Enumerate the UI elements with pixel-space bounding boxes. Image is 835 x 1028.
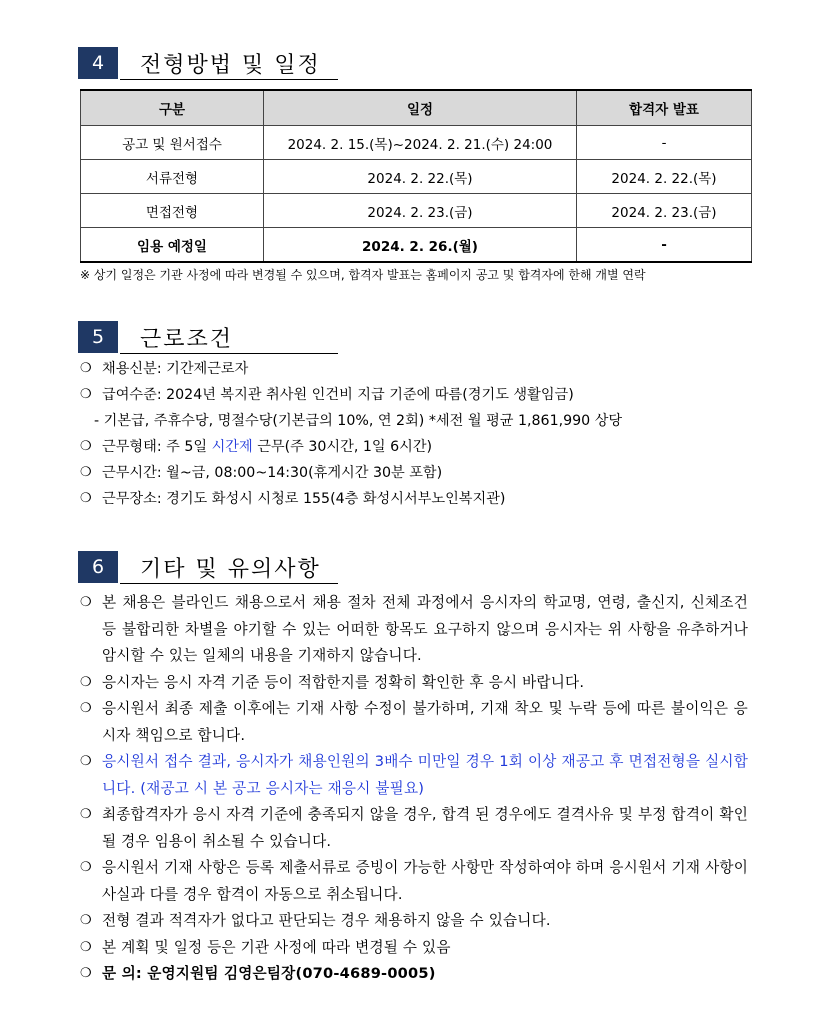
bullet-icon: ❍ bbox=[80, 754, 92, 769]
table-header: 일정 bbox=[264, 90, 577, 126]
section-5-header bbox=[78, 320, 233, 354]
highlight-text: 시간제 bbox=[211, 439, 253, 455]
table-cell: 2024. 2. 26.(월) bbox=[264, 228, 577, 263]
section-number: 6 bbox=[78, 551, 118, 583]
bullet-icon: ❍ bbox=[80, 674, 92, 690]
list-item-text bbox=[102, 434, 432, 460]
bullet-icon: ❍ bbox=[80, 595, 92, 610]
list-item bbox=[80, 356, 748, 382]
list-item-text: 응시원서 최종 제출 이후에는 기재 사항 수정이 불가하며, 기재 착오 및 누락 등에 따른 불이익은 응시자 책임으로 합니다. bbox=[102, 700, 748, 744]
table-row bbox=[81, 194, 752, 228]
notes-list bbox=[80, 590, 748, 988]
list-item bbox=[80, 434, 748, 460]
section-underline bbox=[120, 353, 338, 354]
section-title: 전형방법 및 일정 bbox=[140, 52, 321, 78]
section-underline bbox=[120, 583, 338, 584]
table-cell: 서류전형 bbox=[81, 160, 264, 194]
schedule-table bbox=[80, 89, 752, 263]
list-item bbox=[80, 460, 748, 486]
table-header: 합격자 발표 bbox=[577, 90, 752, 126]
table-cell: - bbox=[577, 126, 752, 160]
section-title: 근로조건 bbox=[140, 326, 234, 352]
list-item bbox=[80, 696, 748, 749]
list-item bbox=[80, 408, 748, 434]
table-cell: 2024. 2. 15.(목)~2024. 2. 21.(수) 24:00 bbox=[264, 126, 577, 160]
list-item bbox=[80, 961, 748, 988]
schedule-note: ※ 상기 일정은 기관 사정에 따라 변경될 수 있으며, 합격자 발표는 홈페이지 공고 및 합격자에 한해 개별 연락 bbox=[80, 268, 646, 282]
list-item bbox=[80, 802, 748, 855]
list-item-text: 본 계획 및 일정 등은 기관 사정에 따라 변경될 수 있음 bbox=[102, 938, 451, 956]
list-item bbox=[80, 590, 748, 670]
list-item bbox=[80, 749, 748, 802]
bullet-icon: ❍ bbox=[80, 701, 92, 716]
list-item bbox=[80, 382, 748, 408]
table-row bbox=[81, 160, 752, 194]
table-header: 구분 bbox=[81, 90, 264, 126]
list-item-text: 전형 결과 적격자가 없다고 판단되는 경우 채용하지 않을 수 있습니다. bbox=[102, 912, 551, 929]
table-cell: 공고 및 원서접수 bbox=[81, 126, 264, 160]
section-title: 기타 및 유의사항 bbox=[140, 556, 321, 582]
table-cell: 면접전형 bbox=[81, 194, 264, 228]
bullet-icon: ❍ bbox=[80, 387, 92, 402]
table-cell: 2024. 2. 23.(금) bbox=[577, 194, 752, 228]
bullet-icon: ❍ bbox=[80, 361, 92, 376]
list-item bbox=[80, 935, 748, 962]
list-item bbox=[80, 855, 748, 908]
table-cell: - bbox=[577, 228, 752, 263]
bullet-icon: ❍ bbox=[80, 807, 92, 822]
section-underline bbox=[120, 79, 338, 80]
table-cell: 2024. 2. 23.(금) bbox=[264, 194, 577, 228]
text-segment: 근무(주 30시간, 1일 6시간) bbox=[252, 439, 433, 455]
contact-text: 문 의: 운영지원팀 김영은팀장(070-4689-0005) bbox=[102, 965, 436, 982]
table-row bbox=[81, 126, 752, 160]
list-item bbox=[80, 670, 748, 697]
list-item-text: 근무시간: 월~금, 08:00~14:30(휴게시간 30분 포함) bbox=[102, 465, 443, 481]
bullet-icon: ❍ bbox=[80, 966, 92, 981]
work-conditions-list bbox=[80, 356, 748, 512]
table-header-row bbox=[81, 90, 752, 126]
bullet-icon: ❍ bbox=[80, 939, 92, 955]
section-4-header bbox=[78, 46, 321, 80]
text-segment: 근무형태: 주 5일 bbox=[102, 439, 212, 455]
list-item-text: 응시원서 기재 사항은 등록 제출서류로 증빙이 가능한 사항만 작성하여야 하며 응시원서 기재 사항이 사실과 다를 경우 합격이 자동으로 취소됩니다. bbox=[102, 859, 748, 903]
table-cell: 2024. 2. 22.(목) bbox=[264, 160, 577, 194]
bullet-icon: ❍ bbox=[80, 465, 92, 480]
bullet-icon: ❍ bbox=[80, 491, 92, 506]
list-item bbox=[80, 908, 748, 935]
bullet-icon: ❍ bbox=[80, 439, 92, 454]
section-6-header bbox=[78, 550, 321, 584]
list-item-text: 최종합격자가 응시 자격 기준에 충족되지 않을 경우, 합격 된 경우에도 결격사유 및 부정 합격이 확인될 경우 임용이 취소될 수 있습니다. bbox=[102, 806, 748, 850]
list-item-text: 본 채용은 블라인드 채용으로서 채용 절차 전체 과정에서 응시자의 학교명, 연령, 출신지, 신체조건 등 불합리한 차별을 야기할 수 있는 어떠한 항목도 요구하지 않으며 응시자는 위 사항을 유추하거나 암시할 수 있는 일체의 내용을 기재하지 않습니다. bbox=[102, 594, 748, 664]
highlight-text: 응시원서 접수 결과, 응시자가 채용인원의 3배수 미만일 경우 1회 이상 재공고 후 면접전형을 실시합니다. (재공고 시 본 공고 응시자는 재응시 불필요) bbox=[102, 753, 748, 797]
list-subitem-text: - 기본급, 주휴수당, 명절수당(기본급의 10%, 연 2회) *세전 월 평균 1,861,990 상당 bbox=[94, 413, 623, 429]
list-item-text: 근무장소: 경기도 화성시 시청로 155(4층 화성시서부노인복지관) bbox=[102, 491, 506, 507]
list-item-text: 급여수준: 2024년 복지관 취사원 인건비 지급 기준에 따름(경기도 생활임금) bbox=[102, 387, 574, 403]
list-item-text: 응시자는 응시 자격 기준 등이 적합한지를 정확히 확인한 후 응시 바랍니다. bbox=[102, 673, 585, 691]
bullet-icon: ❍ bbox=[80, 860, 92, 875]
table-cell: 2024. 2. 22.(목) bbox=[577, 160, 752, 194]
bullet-icon: ❍ bbox=[80, 913, 92, 928]
list-item bbox=[80, 486, 748, 512]
table-cell: 임용 예정일 bbox=[81, 228, 264, 263]
list-item-text: 채용신분: 기간제근로자 bbox=[102, 361, 249, 377]
section-number: 5 bbox=[78, 321, 118, 353]
table-row bbox=[81, 228, 752, 263]
section-number: 4 bbox=[78, 47, 118, 79]
